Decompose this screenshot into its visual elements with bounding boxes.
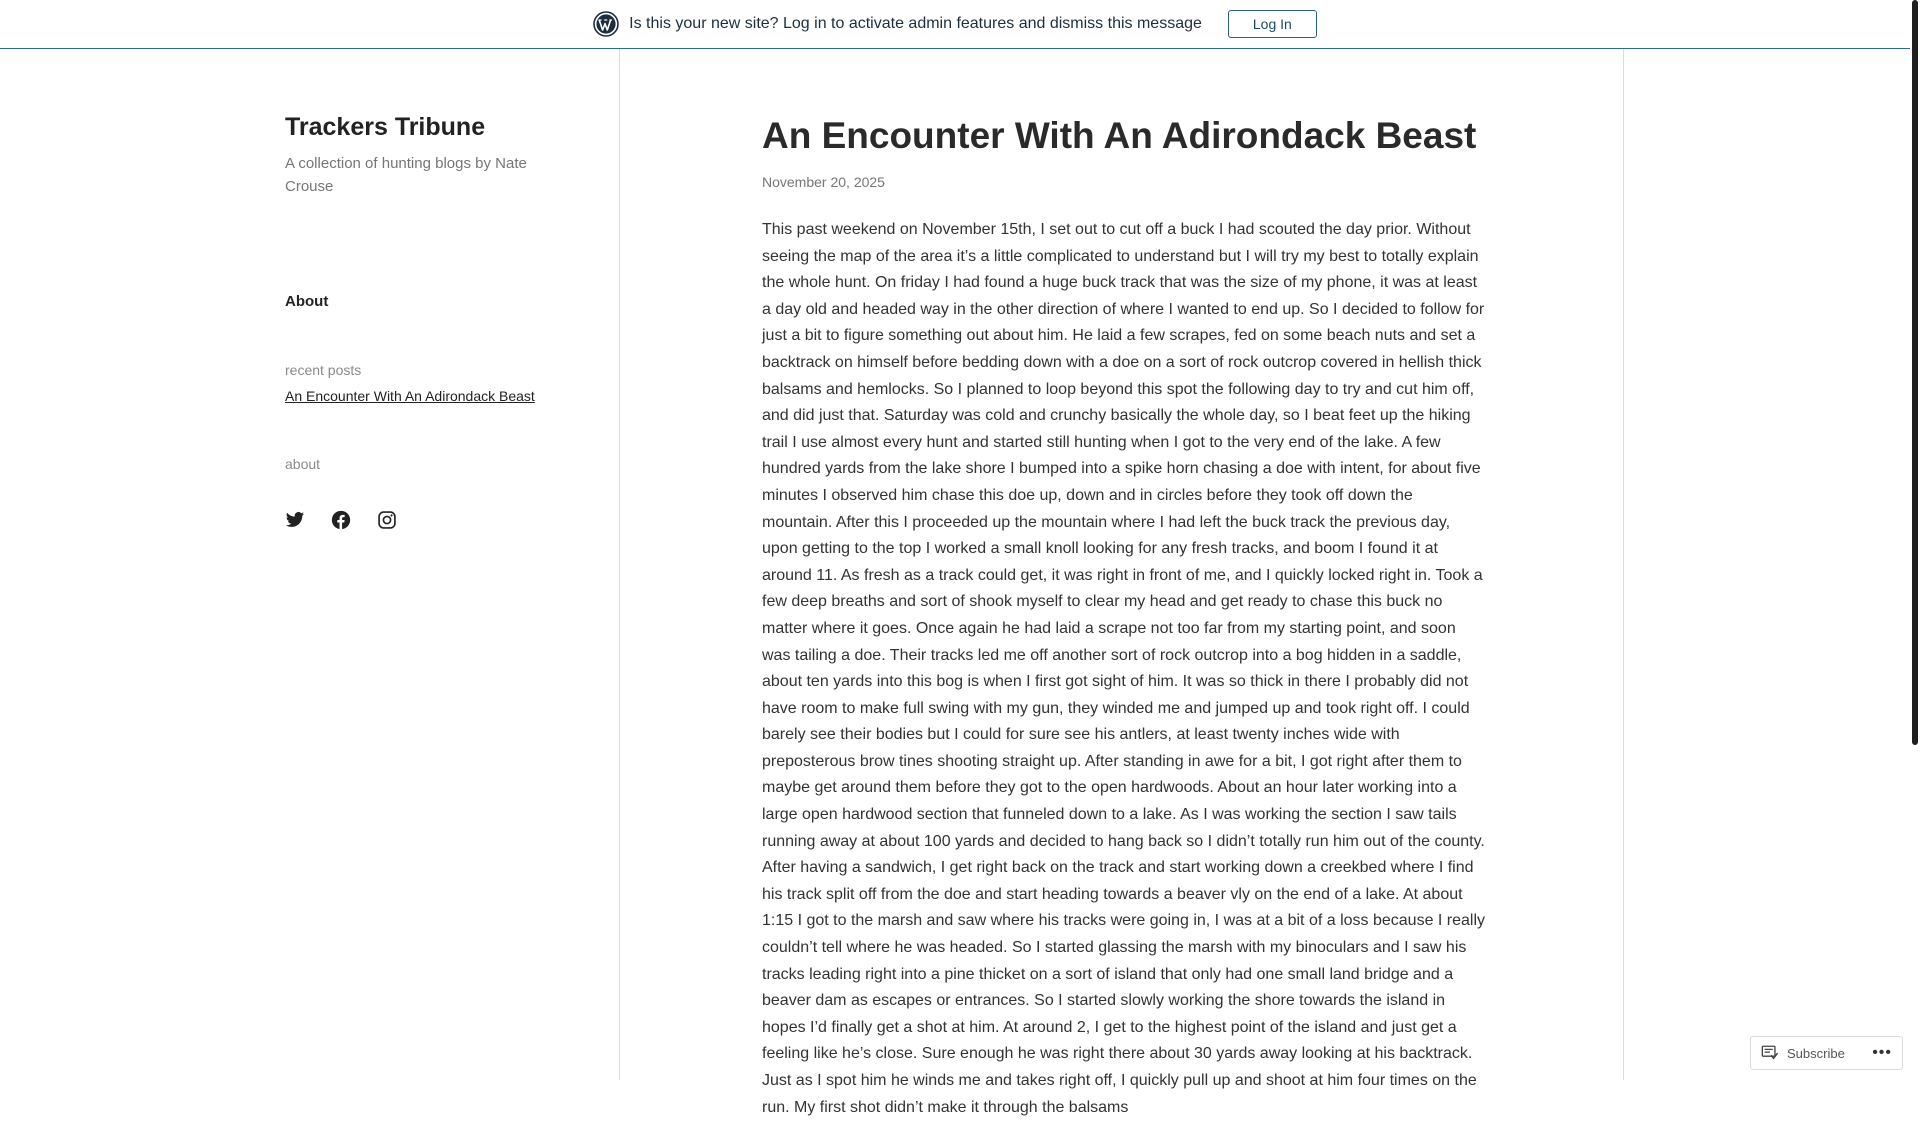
sidebar bbox=[285, 110, 565, 530]
post-body: This past weekend on November 15th, I set out to cut off a buck I had scouted the day prior. Without seeing the map of the area it’s a little complicated to understand but I will try my best to totally explain the whole hunt. On friday I had found a huge buck track that was the size of my phone, it was at least a day old and headed way in the other direction of where I wanted to end up. So I decided to follow for just a bit to figure something out about him. He laid a few scrapes, fed on some beach nuts and set a backtrack on himself before bedding down with a doe on a sort of rock outcrop covered in hellish thick balsams and hemlocks. So I planned to loop beyond this spot the following day to try and cut him off, and did just that. Saturday was cold and crunchy basically the whole day, so I beat feet up the hiking trail I use almost every hunt and started still hunting when I got to the very end of the lake. A few hundred yards from the lake shore I bumped into a spike horn chasing a doe with intent, for about five minutes I observed him chase this doe up, down and in circles before they took off down the mountain. After this I proceeded up the mountain where I had left the buck track the previous day, upon getting to the top I worked a small knoll looking for any fresh tracks, and boom I found it at around 11. As fresh as a track could get, it was right in front of me, and I quickly locked right in. Took a few deep breaths and sort of shook myself to clear my head and get ready to chase this buck no matter where it goes. Once again he had laid a scrape not too far from my starting point, and soon was tailing a doe. Their tracks led me off another sort of rock outcrop into a bog hidden in a saddle, about ten yards into this bog is when I first got sight of him. It was so thick in there I probably did not have room to make full swing with my gun, they winded me and jumped up and took right off. I could barely see their bodies but I could for sure see his antlers, at least twenty inches wide with preposterous brow tines shooting straight up. After standing in awe for a bit, I got right after them to maybe get around them before they got to the open hardwoods. About an hour later working into a large open hardwood section that funneled down to a lake. As I was working the section I saw tails running away at about 100 yards and decided to hang back so I didn’t totally run him out of the county. After having a sandwich, I get right back on the track and start working down a creekbed where I find his track split off from the doe and start heading towards a beaver vly on the end of a lake. At about 1:15 I got to the marsh and saw where his tracks were going in, I was at a bit of a loss because I really couldn’t tell where he was headed. So I started glassing the marsh with my binoculars and I saw his tracks leading right into a pine thicket on a sort of island that only had one small land bridge and a beaver dam as escapes or entrances. So I started slowly working the shore towards the island in hopes I’d finally get a shot at him. At around 2, I get to the highest point of the island and just get a feeling like he’s close. Sure enough he was right there about 30 yards away looking at his backtrack. Just as I spot him he winds me and takes right off, I quickly pull up and shoot at him four times on the run. My first shot didn’t make it through the balsams bbox=[762, 221, 1486, 1116]
facebook-icon[interactable] bbox=[331, 510, 351, 530]
site-title[interactable]: Trackers Tribune bbox=[285, 113, 486, 141]
nav-about-link[interactable]: About bbox=[285, 293, 329, 310]
sidebar-divider bbox=[619, 49, 620, 1080]
twitter-icon[interactable] bbox=[285, 510, 305, 530]
about-heading: about bbox=[285, 456, 321, 472]
instagram-icon[interactable] bbox=[377, 510, 397, 530]
subscribe-button[interactable]: Subscribe bbox=[1787, 1045, 1845, 1061]
admin-notice-text: Is this your new site? Log in to activate admin features and dismiss this message bbox=[629, 15, 1202, 32]
content-divider bbox=[1623, 49, 1624, 1080]
admin-notice-bar bbox=[0, 0, 1910, 49]
wordpress-logo-icon bbox=[593, 11, 619, 37]
recent-posts-heading: recent posts bbox=[285, 362, 362, 378]
social-links bbox=[285, 510, 565, 530]
post-date[interactable]: November 20, 2025 bbox=[762, 174, 885, 190]
post-article bbox=[762, 112, 1487, 1121]
log-in-button[interactable]: Log In bbox=[1228, 10, 1317, 38]
admin-notice-content bbox=[593, 10, 1317, 38]
subscribe-bar bbox=[1750, 1036, 1903, 1070]
recent-post-link[interactable]: An Encounter With An Adirondack Beast bbox=[285, 388, 535, 404]
more-options-icon[interactable]: ••• bbox=[1872, 1044, 1892, 1061]
reader-icon[interactable] bbox=[1761, 1044, 1779, 1062]
page-scrollbar[interactable] bbox=[1910, 0, 1920, 1080]
post-title: An Encounter With An Adirondack Beast bbox=[762, 115, 1477, 156]
scrollbar-thumb[interactable] bbox=[1912, 0, 1918, 745]
site-tagline: A collection of hunting blogs by Nate Crouse bbox=[285, 155, 527, 195]
